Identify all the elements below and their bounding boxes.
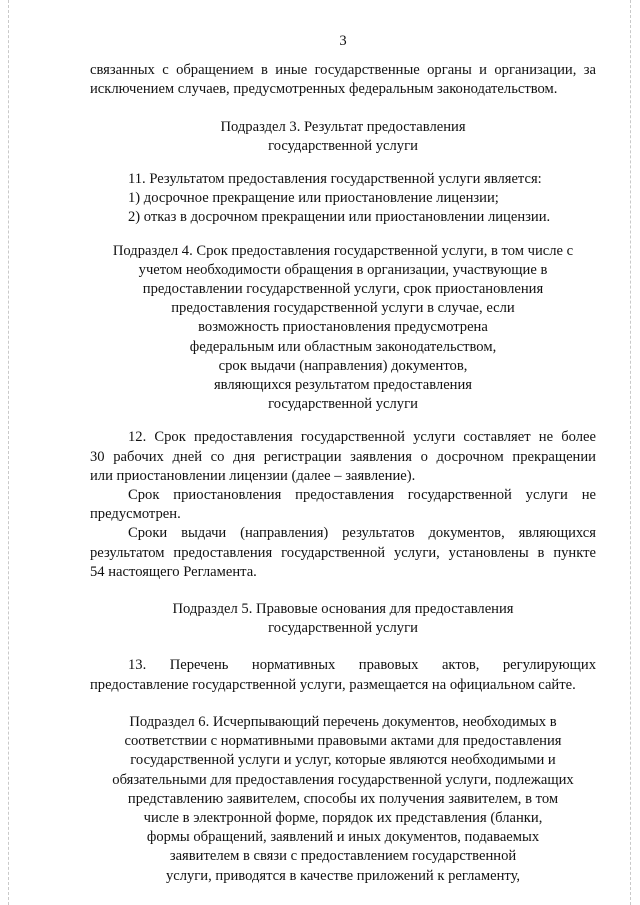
- heading-line: соответствии с нормативными правовыми актами для предоставления: [124, 733, 562, 750]
- page-content: [90, 32, 596, 886]
- text-line: 12. Срок предоставления государственной услуги составляет не более: [128, 429, 596, 446]
- heading-line: обязательными для предоставления государственной услуги, подлежащих: [112, 771, 574, 788]
- right-margin-guide: [630, 0, 631, 905]
- section-5-heading: [90, 600, 596, 638]
- heading-line: услуги, приводятся в качестве приложений к регламенту,: [165, 867, 521, 884]
- section-6-heading: [90, 713, 596, 886]
- text-line: результатом предоставления государственной услуги, установлены в пункте: [90, 544, 596, 561]
- heading-line: срок выдачи (направления) документов,: [218, 357, 468, 374]
- heading-line: заявителем в связи с предоставлением государственной: [169, 848, 517, 865]
- text-line: 54 настоящего Регламента.: [90, 563, 257, 580]
- text-line: 30 рабочих дней со дня регистрации заявления о досрочном прекращении: [90, 448, 596, 465]
- heading-line: государственной услуги: [268, 620, 418, 637]
- text-line: 1) досрочное прекращение или приостановление лицензии;: [128, 190, 499, 207]
- heading-line: Подраздел 6. Исчерпывающий перечень документов, необходимых в: [129, 713, 557, 730]
- left-margin-guide: [8, 0, 9, 905]
- heading-line: являющихся результатом предоставления: [213, 377, 473, 394]
- heading-line: представлению заявителем, способы их получения заявителем, в том: [127, 790, 559, 807]
- heading-line: числе в электронной форме, порядок их представления (бланки,: [143, 809, 543, 826]
- heading-line: Подраздел 5. Правовые основания для предоставления: [172, 601, 514, 618]
- text-line: Сроки выдачи (направления) результатов документов, являющихся: [128, 525, 596, 542]
- text-line: Срок приостановления предоставления государственной услуги не: [128, 487, 596, 504]
- text-line: 11. Результатом предоставления государственной услуги является:: [128, 171, 542, 188]
- text-line: связанных с обращением в иные государственные органы и организации, за: [90, 62, 596, 79]
- heading-line: Подраздел 3. Результат предоставления: [220, 118, 466, 135]
- heading-line: государственной услуги: [268, 396, 418, 413]
- heading-line: предоставлении государственной услуги, срок приостановления: [142, 281, 544, 298]
- heading-line: предоставления государственной услуги в случае, если: [171, 300, 515, 317]
- heading-line: Подраздел 4. Срок предоставления государственной услуги, в том числе с: [112, 242, 574, 259]
- heading-line: государственной услуги и услуг, которые являются необходимыми и: [130, 752, 556, 769]
- text-line: исключением случаев, предусмотренных федеральным законодательством.: [90, 81, 558, 98]
- section-5-body: [90, 656, 596, 694]
- heading-line: формы обращений, заявлений и иных документов, подаваемых: [146, 829, 540, 846]
- section-3-body: [90, 170, 596, 228]
- section-4-heading: [90, 242, 596, 415]
- page-number: 3: [339, 33, 347, 49]
- text-line: предоставление государственной услуги, размещается на официальном сайте.: [90, 676, 576, 693]
- heading-line: учетом необходимости обращения в организации, участвующие в: [138, 261, 548, 278]
- text-line: или приостановлении лицензии (далее – заявление).: [90, 467, 416, 484]
- section-3-heading: [90, 118, 596, 156]
- heading-line: государственной услуги: [268, 137, 418, 154]
- text-line: 13. Перечень нормативных правовых актов, регулирующих: [128, 657, 596, 674]
- text-line: предусмотрен.: [90, 506, 181, 523]
- intro-paragraph: [90, 61, 596, 99]
- text-line: 2) отказ в досрочном прекращении или приостановлении лицензии.: [128, 209, 551, 226]
- heading-line: возможность приостановления предусмотрена: [198, 319, 488, 336]
- heading-line: федеральным или областным законодательством,: [189, 338, 497, 355]
- section-4-body: [90, 428, 596, 582]
